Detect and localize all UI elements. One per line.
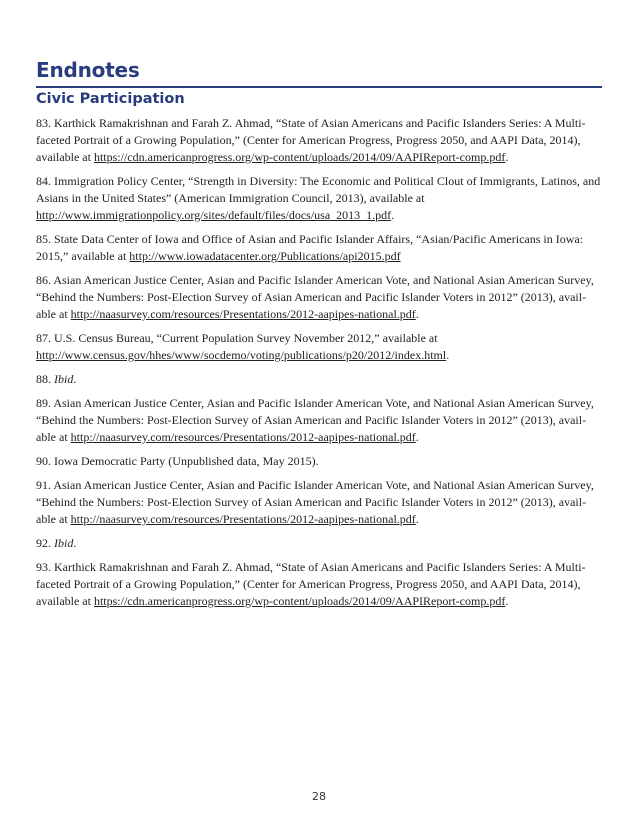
endnote-text: 91. Asian American Justice Center, Asian and Pacific Islander American Vote, and National Asian American Survey, “Behind the Numbers: Post-Election Survey of Asian American and Pacific Islander Voters in 2012” (2013), avail-able at bbox=[36, 478, 594, 526]
endnote bbox=[36, 371, 602, 388]
endnote-text-end: . bbox=[415, 430, 419, 444]
endnote-link[interactable]: https://cdn.americanprogress.org/wp-content/uploads/2014/09/AAPIReport-comp.pdf bbox=[93, 150, 506, 164]
endnote-text-end: . bbox=[73, 536, 77, 550]
endnote-text: 87. U.S. Census Bureau, “Current Population Survey November 2012,” available at bbox=[36, 331, 438, 345]
endnote-text: 90. Iowa Democratic Party (Unpublished data, May 2015). bbox=[36, 454, 319, 468]
endnote-text-end: . bbox=[505, 594, 509, 608]
endnote-italic: Ibid bbox=[54, 372, 74, 386]
endnote bbox=[36, 535, 602, 552]
endnote-text: 89. Asian American Justice Center, Asian and Pacific Islander American Vote, and National Asian American Survey, “Behind the Numbers: Post-Election Survey of Asian American and Pacific Islander Voters in 2012” (2013), avail-able at bbox=[36, 396, 594, 444]
endnote-text: 93. Karthick Ramakrishnan and Farah Z. Ahmad, “State of Asian Americans and Pacific Islanders Series: A Multi-faceted Portrait of a Growing Population,” (Center for American Progress, Progress 2050, and AAPI Data, 2014), available at bbox=[36, 560, 586, 608]
heading-divider bbox=[36, 86, 602, 88]
endnote-link[interactable]: http://naasurvey.com/resources/Presentations/2012-aapipes-national.pdf bbox=[70, 307, 416, 321]
endnote-text-end: . bbox=[415, 307, 419, 321]
endnote-text: 92. bbox=[36, 536, 54, 550]
endnote-link[interactable]: https://cdn.americanprogress.org/wp-content/uploads/2014/09/AAPIReport-comp.pdf bbox=[93, 594, 506, 608]
endnote-text: 83. Karthick Ramakrishnan and Farah Z. Ahmad, “State of Asian Americans and Pacific Islanders Series: A Multi-faceted Portrait of a Growing Population,” (Center for American Progress, Progress 2050, and AAPI Data, 2014), available at bbox=[36, 116, 586, 164]
endnote-text-end: . bbox=[415, 512, 419, 526]
endnote-text: 85. State Data Center of Iowa and Office of Asian and Pacific Islander Affairs, “Asian/Pacific Americans in Iowa: 2015,” available at bbox=[36, 232, 584, 263]
endnote-text-end: . bbox=[446, 348, 450, 362]
endnotes-list bbox=[36, 115, 602, 617]
endnote-link[interactable]: http://www.iowadatacenter.org/Publications/api2015.pdf bbox=[129, 249, 401, 263]
page-heading: Endnotes bbox=[36, 58, 140, 82]
endnote bbox=[36, 559, 602, 610]
endnote bbox=[36, 231, 602, 265]
endnote-text: 86. Asian American Justice Center, Asian and Pacific Islander American Vote, and National Asian American Survey, “Behind the Numbers: Post-Election Survey of Asian American and Pacific Islander Voters in 2012” (2013), avail-able at bbox=[36, 273, 594, 321]
endnote bbox=[36, 272, 602, 323]
endnote-text: 84. Immigration Policy Center, “Strength in Diversity: The Economic and Political Clout of Immigrants, Latinos, and Asians in the United States” (American Immigration Council, 2013), available at bbox=[36, 174, 601, 205]
endnote-text-end: . bbox=[391, 208, 395, 222]
endnote bbox=[36, 395, 602, 446]
endnote-link[interactable]: http://www.census.gov/hhes/www/socdemo/voting/publications/p20/2012/index.html bbox=[36, 348, 447, 362]
endnote-text: 88. bbox=[36, 372, 54, 386]
endnote-italic: Ibid bbox=[54, 536, 74, 550]
endnote-link[interactable]: http://www.immigrationpolicy.org/sites/default/files/docs/usa_2013_1.pdf bbox=[36, 208, 392, 222]
endnote-text-end: . bbox=[73, 372, 77, 386]
endnote bbox=[36, 453, 602, 470]
page-number: 28 bbox=[312, 790, 326, 803]
endnote bbox=[36, 330, 602, 364]
endnote bbox=[36, 477, 602, 528]
endnote-text-end: . bbox=[505, 150, 509, 164]
endnote-link[interactable]: http://naasurvey.com/resources/Presentations/2012-aapipes-national.pdf bbox=[70, 430, 416, 444]
endnote-link[interactable]: http://naasurvey.com/resources/Presentations/2012-aapipes-national.pdf bbox=[70, 512, 416, 526]
endnote bbox=[36, 173, 602, 224]
section-subheading: Civic Participation bbox=[36, 91, 185, 107]
endnote bbox=[36, 115, 602, 166]
